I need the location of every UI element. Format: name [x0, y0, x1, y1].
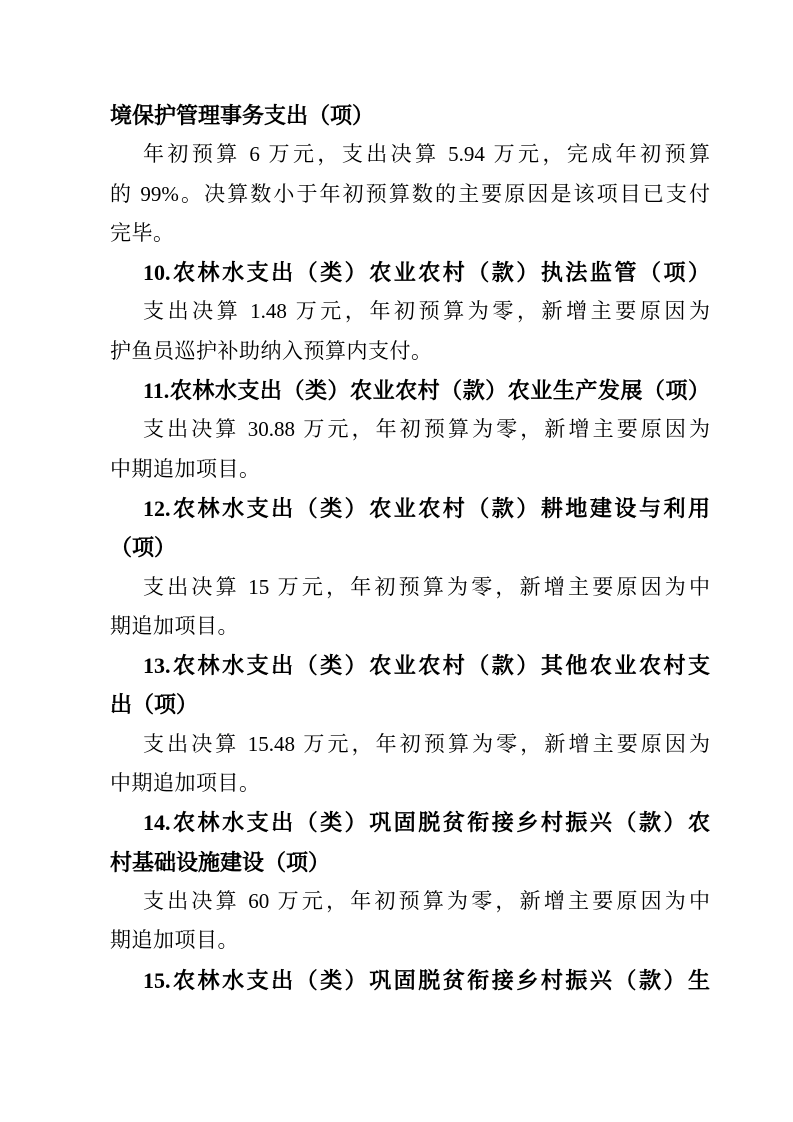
heading-line: 11.农林水支出（类）农业农村（款）农业生产发展（项） — [143, 378, 710, 404]
heading-line: （项） — [110, 535, 177, 561]
heading-line: 14.农林水支出（类）巩固脱贫衔接乡村振兴（款）农 — [143, 810, 710, 836]
text-line: 期追加项目。 — [110, 613, 239, 638]
heading-line: 15.农林水支出（类）巩固脱贫衔接乡村振兴（款）生 — [143, 967, 710, 993]
heading-line: 10.农林水支出（类）农业农村（款）执法监管（项） — [143, 260, 710, 286]
text-line: 护鱼员巡护补助纳入预算内支付。 — [110, 338, 433, 363]
heading-line: 出（项） — [110, 692, 199, 718]
document-body — [110, 96, 710, 1000]
text-line: 支出决算 15.48 万元，年初预算为零，新增主要原因为 — [143, 731, 710, 756]
text-line: 年初预算 6 万元，支出决算 5.94 万元，完成年初预算 — [143, 142, 710, 167]
text-line: 中期追加项目。 — [110, 456, 261, 481]
heading-line: 境保护管理事务支出（项） — [110, 103, 375, 128]
heading-line: 村基础设施建设（项） — [110, 849, 331, 875]
text-line: 支出决算 15 万元，年初预算为零，新增主要原因为中 — [143, 574, 710, 599]
text-line: 完毕。 — [110, 220, 175, 245]
text-line: 支出决算 1.48 万元，年初预算为零，新增主要原因为 — [143, 299, 710, 324]
text-line: 支出决算 60 万元，年初预算为零，新增主要原因为中 — [143, 888, 710, 913]
text-line: 期追加项目。 — [110, 928, 239, 953]
text-line: 的 99%。决算数小于年初预算数的主要原因是该项目已支付 — [110, 181, 710, 206]
heading-line: 13.农林水支出（类）农业农村（款）其他农业农村支 — [143, 653, 710, 679]
heading-line: 12.农林水支出（类）农业农村（款）耕地建设与利用 — [143, 495, 710, 521]
text-line: 支出决算 30.88 万元，年初预算为零，新增主要原因为 — [143, 417, 710, 442]
text-line: 中期追加项目。 — [110, 771, 261, 796]
